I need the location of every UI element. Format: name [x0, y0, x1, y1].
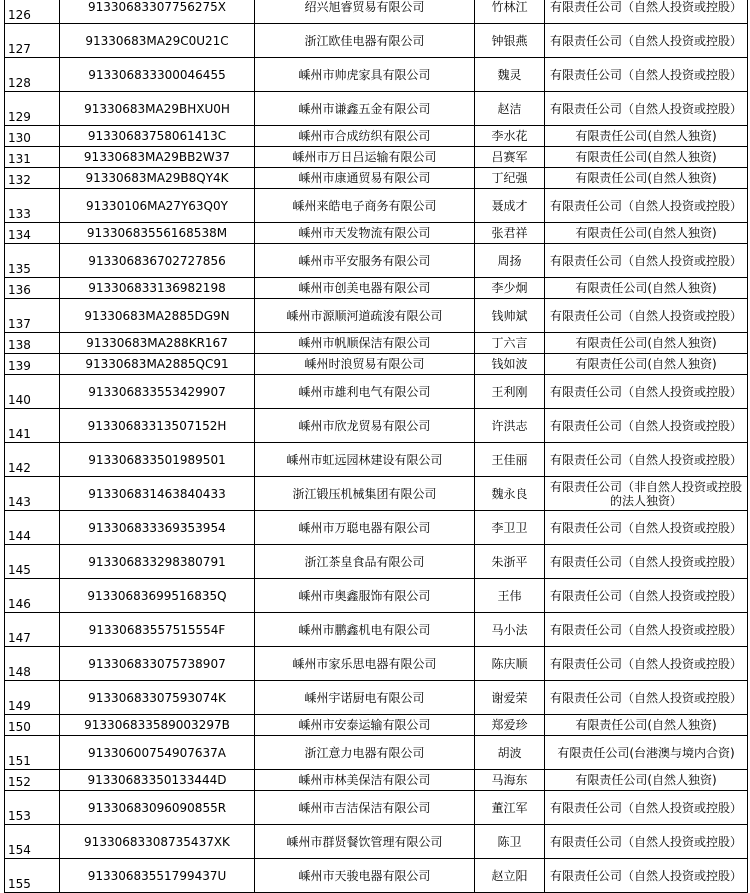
- table-row: [5, 375, 748, 409]
- legal-representative: 王利刚: [475, 375, 545, 409]
- table-row: [5, 0, 748, 24]
- legal-representative: 张君祥: [475, 223, 545, 244]
- table-row: [5, 24, 748, 58]
- company-type: 有限责任公司（自然人投资或控股）: [545, 859, 748, 893]
- company-type: 有限责任公司（自然人投资或控股）: [545, 299, 748, 333]
- legal-representative: 李少炯: [475, 278, 545, 299]
- row-number: 149: [5, 681, 60, 715]
- table-row: [5, 859, 748, 893]
- company-name: 嵊州市帆顺保洁有限公司: [255, 333, 475, 354]
- table-row: [5, 647, 748, 681]
- row-number: 155: [5, 859, 60, 893]
- table-row: [5, 189, 748, 223]
- credit-code: 91330683MA2885DG9N: [60, 299, 255, 333]
- company-name: 嵊州时浪贸易有限公司: [255, 354, 475, 375]
- company-name: 嵊州市群贤餐饮管理有限公司: [255, 825, 475, 859]
- company-name: 浙江锻压机械集团有限公司: [255, 477, 475, 511]
- company-type: 有限责任公司（自然人投资或控股）: [545, 825, 748, 859]
- company-type: 有限责任公司（自然人投资或控股）: [545, 24, 748, 58]
- table-row: [5, 545, 748, 579]
- company-type: 有限责任公司（自然人投资或控股）: [545, 58, 748, 92]
- credit-code: 913306833136982198: [60, 278, 255, 299]
- company-type: 有限责任公司(自然人独资): [545, 147, 748, 168]
- legal-representative: 马小法: [475, 613, 545, 647]
- company-type: 有限责任公司（自然人投资或控股）: [545, 92, 748, 126]
- legal-representative: 钟银燕: [475, 24, 545, 58]
- credit-code: 91330683557515554F: [60, 613, 255, 647]
- credit-code: 91330683096090855R: [60, 791, 255, 825]
- legal-representative: 郑爱珍: [475, 715, 545, 736]
- legal-representative: 吕赛军: [475, 147, 545, 168]
- company-type: 有限责任公司（自然人投资或控股）: [545, 244, 748, 278]
- legal-representative: 丁纪强: [475, 168, 545, 189]
- company-name: 嵊州市万聪电器有限公司: [255, 511, 475, 545]
- enterprise-table: [4, 0, 748, 893]
- credit-code: 91330683MA29BB2W37: [60, 147, 255, 168]
- credit-code: 913306831463840433: [60, 477, 255, 511]
- legal-representative: 朱浙平: [475, 545, 545, 579]
- credit-code: 91330683MA29C0U21C: [60, 24, 255, 58]
- table-row: [5, 58, 748, 92]
- legal-representative: 聂成才: [475, 189, 545, 223]
- row-number: 129: [5, 92, 60, 126]
- table-row: [5, 791, 748, 825]
- credit-code: 91330683551799437U: [60, 859, 255, 893]
- row-number: 136: [5, 278, 60, 299]
- company-type: 有限责任公司(自然人独资): [545, 126, 748, 147]
- table-row: [5, 613, 748, 647]
- credit-code: 91330683556168538M: [60, 223, 255, 244]
- row-number: 140: [5, 375, 60, 409]
- row-number: 141: [5, 409, 60, 443]
- credit-code: 91330106MA27Y63Q0Y: [60, 189, 255, 223]
- legal-representative: 陈庆顺: [475, 647, 545, 681]
- company-name: 浙江欧佳电器有限公司: [255, 24, 475, 58]
- credit-code: 91330683699516835Q: [60, 579, 255, 613]
- legal-representative: 李卫卫: [475, 511, 545, 545]
- company-name: 嵊州市万日吕运输有限公司: [255, 147, 475, 168]
- company-type: 有限责任公司（自然人投资或控股）: [545, 511, 748, 545]
- company-name: 嵊州宇诺厨电有限公司: [255, 681, 475, 715]
- row-number: 143: [5, 477, 60, 511]
- company-name: 嵊州市吉洁保洁有限公司: [255, 791, 475, 825]
- row-number: 152: [5, 770, 60, 791]
- table-row: [5, 511, 748, 545]
- company-name: 嵊州市源顺河道疏浚有限公司: [255, 299, 475, 333]
- credit-code: 913306833300046455: [60, 58, 255, 92]
- legal-representative: 王伟: [475, 579, 545, 613]
- company-type: 有限责任公司(自然人独资): [545, 168, 748, 189]
- legal-representative: 周扬: [475, 244, 545, 278]
- company-type: 有限责任公司（自然人投资或控股）: [545, 647, 748, 681]
- row-number: 142: [5, 443, 60, 477]
- row-number: 144: [5, 511, 60, 545]
- company-name: 浙江意力电器有限公司: [255, 736, 475, 770]
- company-type: 有限责任公司（非自然人投资或控股的法人独资）: [545, 477, 748, 511]
- company-type: 有限责任公司（自然人投资或控股）: [545, 409, 748, 443]
- legal-representative: 马海东: [475, 770, 545, 791]
- company-type: 有限责任公司（自然人投资或控股）: [545, 443, 748, 477]
- row-number: 127: [5, 24, 60, 58]
- row-number: 132: [5, 168, 60, 189]
- row-number: 148: [5, 647, 60, 681]
- table-row: [5, 681, 748, 715]
- credit-code: 913306833369353954: [60, 511, 255, 545]
- row-number: 150: [5, 715, 60, 736]
- row-number: 154: [5, 825, 60, 859]
- row-number: 130: [5, 126, 60, 147]
- row-number: 135: [5, 244, 60, 278]
- legal-representative: 许洪志: [475, 409, 545, 443]
- legal-representative: 丁六言: [475, 333, 545, 354]
- legal-representative: 谢爱荣: [475, 681, 545, 715]
- credit-code: 91330683MA2885QC91: [60, 354, 255, 375]
- credit-code: 91330683308735437XK: [60, 825, 255, 859]
- row-number: 131: [5, 147, 60, 168]
- table-row: [5, 168, 748, 189]
- company-name: 嵊州市天发物流有限公司: [255, 223, 475, 244]
- company-name: 嵊州市鹏鑫机电有限公司: [255, 613, 475, 647]
- table-row: [5, 223, 748, 244]
- company-name: 嵊州市雄利电气有限公司: [255, 375, 475, 409]
- table-body: [5, 0, 748, 893]
- credit-code: 913306836702727856: [60, 244, 255, 278]
- company-type: 有限责任公司(台港澳与境内合资): [545, 736, 748, 770]
- row-number: 126: [5, 0, 60, 24]
- credit-code: 913306833501989501: [60, 443, 255, 477]
- company-name: 嵊州市合成纺织有限公司: [255, 126, 475, 147]
- company-name: 嵊州市谦鑫五金有限公司: [255, 92, 475, 126]
- table-row: [5, 736, 748, 770]
- table-row: [5, 825, 748, 859]
- company-type: 有限责任公司(自然人独资): [545, 333, 748, 354]
- company-name: 嵊州市奥鑫服饰有限公司: [255, 579, 475, 613]
- row-number: 137: [5, 299, 60, 333]
- company-type: 有限责任公司(自然人独资): [545, 223, 748, 244]
- table-row: [5, 354, 748, 375]
- credit-code: 913306833553429907: [60, 375, 255, 409]
- table-row: [5, 244, 748, 278]
- credit-code: 91330683307756275X: [60, 0, 255, 24]
- credit-code: 913306833589003297B: [60, 715, 255, 736]
- legal-representative: 王佳丽: [475, 443, 545, 477]
- credit-code: 913306833075738907: [60, 647, 255, 681]
- company-type: 有限责任公司(自然人独资): [545, 354, 748, 375]
- company-type: 有限责任公司（自然人投资或控股）: [545, 579, 748, 613]
- legal-representative: 钱如波: [475, 354, 545, 375]
- credit-code: 91330683MA29BHXU0H: [60, 92, 255, 126]
- credit-code: 91330683307593074K: [60, 681, 255, 715]
- table-row: [5, 278, 748, 299]
- table-row: [5, 147, 748, 168]
- row-number: 145: [5, 545, 60, 579]
- legal-representative: 陈卫: [475, 825, 545, 859]
- legal-representative: 魏永良: [475, 477, 545, 511]
- company-type: 有限责任公司（自然人投资或控股）: [545, 375, 748, 409]
- row-number: 134: [5, 223, 60, 244]
- credit-code: 91330600754907637A: [60, 736, 255, 770]
- company-name: 嵊州市欣龙贸易有限公司: [255, 409, 475, 443]
- company-name: 嵊州市平安服务有限公司: [255, 244, 475, 278]
- table-row: [5, 409, 748, 443]
- company-type: 有限责任公司（自然人投资或控股）: [545, 0, 748, 24]
- credit-code: 91330683MA288KR167: [60, 333, 255, 354]
- legal-representative: 李水花: [475, 126, 545, 147]
- company-name: 嵊州市林美保洁有限公司: [255, 770, 475, 791]
- company-name: 嵊州市家乐思电器有限公司: [255, 647, 475, 681]
- credit-code: 913306833298380791: [60, 545, 255, 579]
- row-number: 138: [5, 333, 60, 354]
- credit-code: 91330683313507152H: [60, 409, 255, 443]
- company-type: 有限责任公司（自然人投资或控股）: [545, 681, 748, 715]
- credit-code: 91330683MA29B8QY4K: [60, 168, 255, 189]
- row-number: 147: [5, 613, 60, 647]
- table-row: [5, 477, 748, 511]
- table-row: [5, 333, 748, 354]
- legal-representative: 赵立阳: [475, 859, 545, 893]
- row-number: 151: [5, 736, 60, 770]
- legal-representative: 魏灵: [475, 58, 545, 92]
- company-type: 有限责任公司（自然人投资或控股）: [545, 189, 748, 223]
- row-number: 128: [5, 58, 60, 92]
- company-name: 嵊州来皓电子商务有限公司: [255, 189, 475, 223]
- company-name: 嵊州市安泰运输有限公司: [255, 715, 475, 736]
- legal-representative: 胡波: [475, 736, 545, 770]
- row-number: 139: [5, 354, 60, 375]
- row-number: 153: [5, 791, 60, 825]
- row-number: 146: [5, 579, 60, 613]
- credit-code: 91330683350133444D: [60, 770, 255, 791]
- legal-representative: 董江军: [475, 791, 545, 825]
- company-type: 有限责任公司（自然人投资或控股）: [545, 791, 748, 825]
- row-number: 133: [5, 189, 60, 223]
- company-type: 有限责任公司(自然人独资): [545, 770, 748, 791]
- table-row: [5, 443, 748, 477]
- credit-code: 91330683758061413C: [60, 126, 255, 147]
- legal-representative: 赵洁: [475, 92, 545, 126]
- company-name: 嵊州市康通贸易有限公司: [255, 168, 475, 189]
- company-type: 有限责任公司(自然人独资): [545, 278, 748, 299]
- company-name: 浙江茶皇食品有限公司: [255, 545, 475, 579]
- legal-representative: 钱帅斌: [475, 299, 545, 333]
- company-name: 绍兴旭睿贸易有限公司: [255, 0, 475, 24]
- table-row: [5, 299, 748, 333]
- company-type: 有限责任公司（自然人投资或控股）: [545, 613, 748, 647]
- table-row: [5, 92, 748, 126]
- company-name: 嵊州市天骏电器有限公司: [255, 859, 475, 893]
- table-row: [5, 770, 748, 791]
- table-row: [5, 126, 748, 147]
- company-type: 有限责任公司（自然人投资或控股）: [545, 545, 748, 579]
- legal-representative: 竹林江: [475, 0, 545, 24]
- company-name: 嵊州市虹远园林建设有限公司: [255, 443, 475, 477]
- company-name: 嵊州市创美电器有限公司: [255, 278, 475, 299]
- company-name: 嵊州市帅虎家具有限公司: [255, 58, 475, 92]
- table-row: [5, 579, 748, 613]
- table-row: [5, 715, 748, 736]
- company-type: 有限责任公司(自然人独资): [545, 715, 748, 736]
